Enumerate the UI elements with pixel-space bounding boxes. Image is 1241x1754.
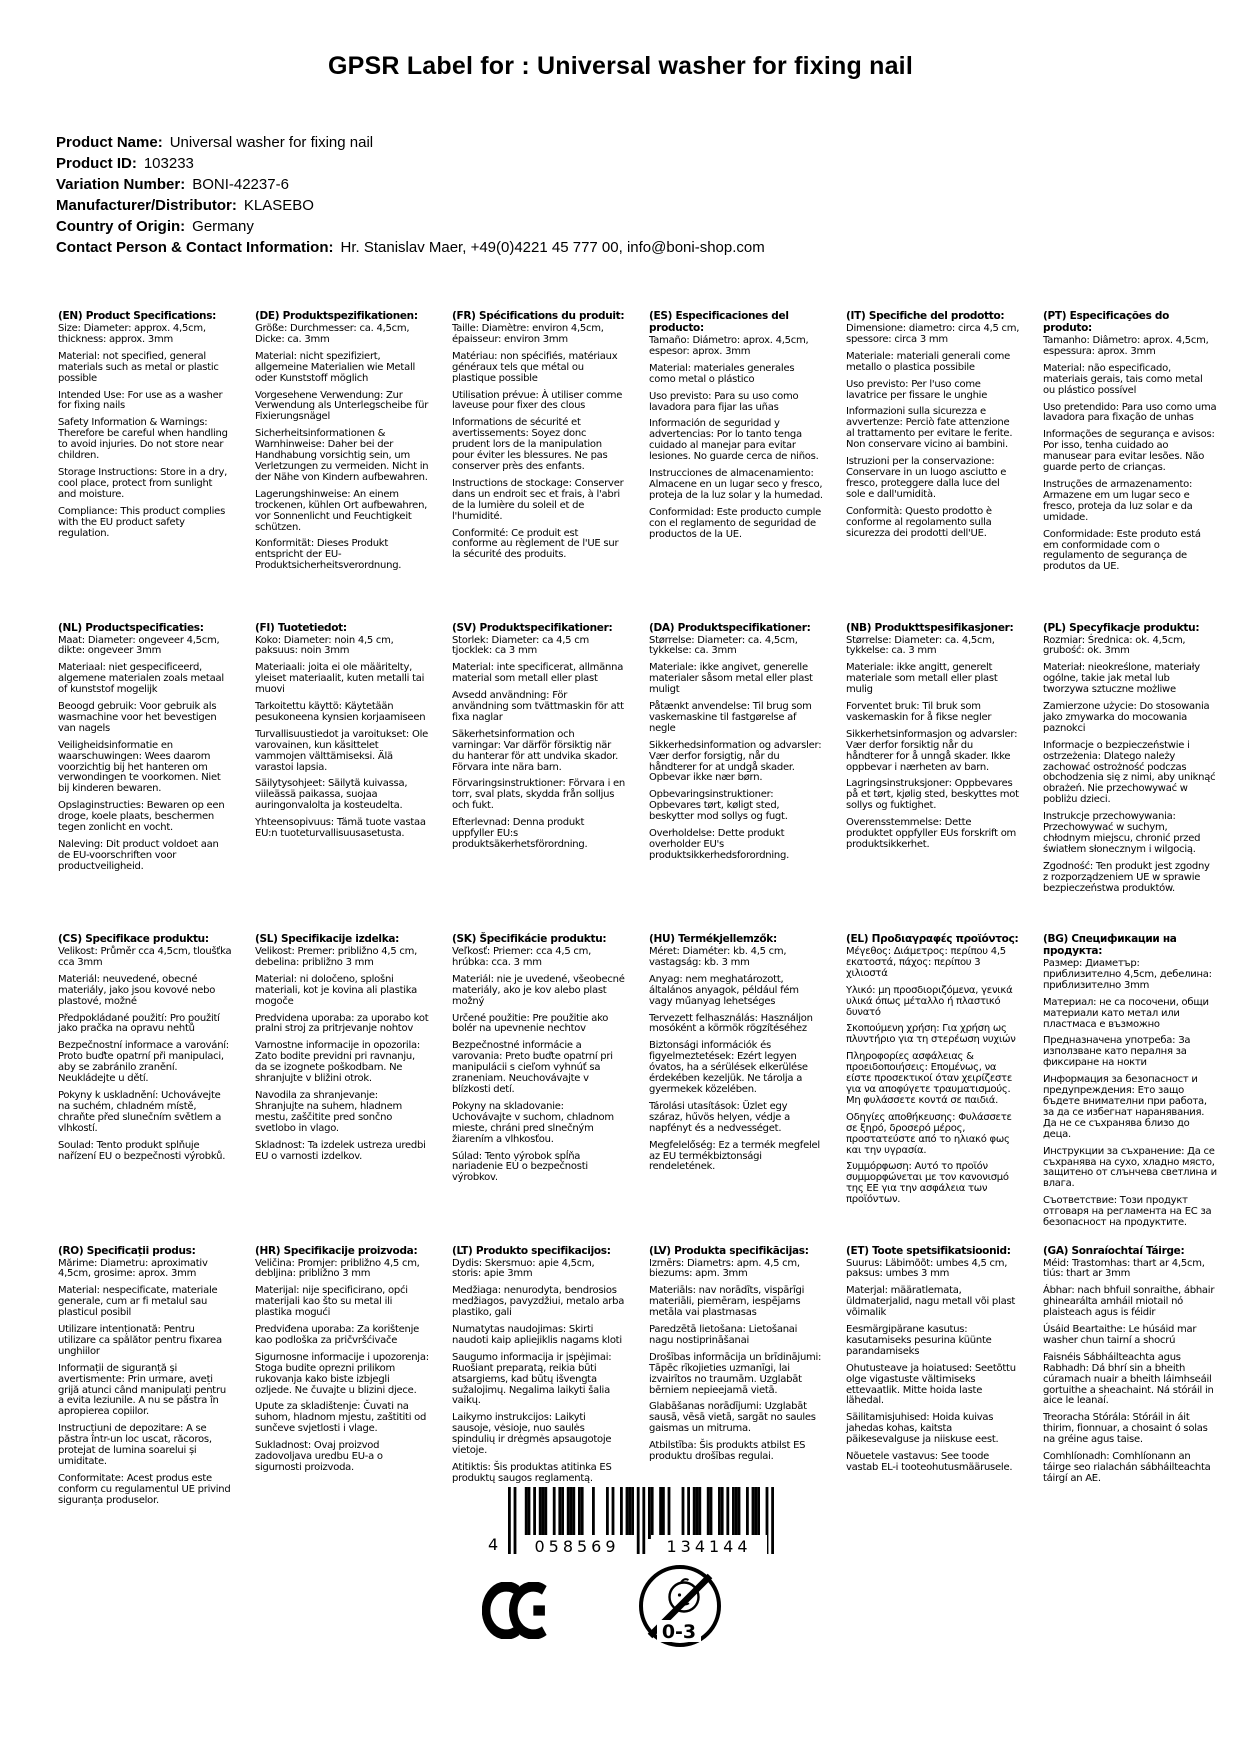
spec-paragraph: Tamaño: Diámetro: aprox. 4,5cm, espesor: aprox. 3mm	[649, 335, 809, 357]
spec-paragraph: Overholdelse: Dette produkt overholder EU's produktsikkerhedsforordning.	[649, 828, 790, 861]
spec-cell-sl	[255, 933, 429, 1245]
spec-paragraph: Съответствие: Този продукт отговаря на регламента на ЕС за безопасност на продуктите.	[1043, 1195, 1212, 1229]
spec-paragraph: Navodila za shranjevanje: Shranjujte na suhem, hladnem mestu, zaščitite pred sončno svetlobo in vlago.	[255, 1089, 403, 1134]
spec-heading-sl: (SL) Specifikacije izdelka:	[255, 933, 400, 945]
spec-paragraph: Conformidad: Este producto cumple con el reglamento de seguridad de productos de la UE.	[649, 506, 822, 540]
spec-paragraph: Информация за безопасност и предупреждения: Ето защо бъдете внимателни при работа, за да се избегнат наранявания. Да не се съхранява близо до деца.	[1043, 1074, 1207, 1140]
barcode-lead-digit: 4	[488, 1535, 499, 1554]
spec-paragraph: Material: nespecificate, materiale generale, cum ar fi metalul sau plasticul posibil	[58, 1285, 218, 1319]
spec-paragraph: Påtænkt anvendelse: Til brug som vaskemaskine til fastgørelse af negle	[649, 701, 812, 734]
spec-paragraph: Predvidena uporaba: za uporabo kot pralni stroj za pritrjevanje nohtov	[255, 1012, 429, 1035]
spec-paragraph: Bezpečnostní informace a varování: Proto buďte opatrní při manipulaci, aby se zabránilo zranění. Neukládejte u dětí.	[58, 1040, 229, 1085]
spec-cell-nb	[846, 622, 1020, 934]
spec-paragraph: Maat: Diameter: ongeveer 4,5cm, dikte: ongeveer 3mm	[58, 634, 220, 657]
barcode	[488, 1487, 774, 1573]
spec-paragraph: Bezpečnostné informácie a varovania: Preto buďte opatrní pri manipulácii s cieľom vyhnúť sa zraneniam. Neuchovávajte v blízkosti detí.	[452, 1040, 613, 1095]
info-field-product-id	[56, 153, 765, 174]
spec-paragraph: Material: ni določeno, splošni materiali, kot je kovina ali plastika mogoče	[255, 973, 418, 1007]
spec-paragraph: Informații de siguranță și avertismente: Prin urmare, aveți grijă atunci când manipulați pentru a evita leziunile. A nu se păstra în apropierea copiilor.	[58, 1362, 226, 1418]
spec-paragraph: Opbevaringsinstruktioner: Opbevares tørt, køligt sted, beskytter mod sollys og fugt.	[649, 789, 788, 823]
spec-cell-ro	[58, 1245, 232, 1557]
spec-paragraph: Conformidade: Este produto está em conformidade com o regulamento de segurança de produtos da UE.	[1043, 528, 1201, 573]
spec-paragraph: Materiál: nie je uvedené, všeobecné materiály, ako je kov alebo plast možný	[452, 973, 625, 1007]
spec-paragraph: Materijal: nije specificirano, opći materijali kao što su metal ili plastika mogući	[255, 1285, 408, 1319]
spec-heading-cs: (CS) Specifikace produktu:	[58, 933, 209, 945]
spec-paragraph: Informations de sécurité et avertissements: Soyez donc prudent lors de la manipulation pour éviter les blessures. Ne pas conserver près des enfants.	[452, 417, 608, 472]
info-value: Universal washer for fixing nail	[169, 134, 374, 151]
spec-heading-pt: (PT) Especificações do produto:	[1043, 310, 1170, 334]
spec-paragraph: Určené použitie: Pre použitie ako bolér na upevnenie nechtov	[452, 1012, 609, 1035]
spec-paragraph: Paredzētā lietošana: Lietošanai nagu nostiprināšanai	[649, 1324, 798, 1346]
spec-paragraph: Tamanho: Diâmetro: aprox. 4,5cm, espessura: aprox. 3mm	[1043, 335, 1209, 357]
spec-heading-sk: (SK) Špecifikácie produktu:	[452, 933, 607, 945]
spec-paragraph: Medžiaga: nenurodyta, bendrosios medžiagos, pavyzdžiui, metalo arba plastiko, gali	[452, 1285, 625, 1319]
spec-cell-da	[649, 622, 823, 934]
spec-heading-lv: (LV) Produkta specifikācijas:	[649, 1244, 809, 1257]
spec-cell-en	[58, 310, 232, 622]
spec-heading-nb: (NB) Produkttspesifikasjoner:	[846, 621, 1014, 634]
info-value: BONI-42237-6	[192, 176, 289, 193]
spec-paragraph: Größe: Durchmesser: ca. 4,5cm, Dicke: ca. 3mm	[255, 323, 410, 345]
spec-paragraph: Sikkerhedsinformation og advarsler: Vær derfor forsigtig, når du håndterer for at undgå skader. Opbevar ikke nær børn.	[649, 739, 822, 784]
spec-paragraph: Инструкции за съхранение: Да се съхранява на сухо, хладно място, защитено от слънчева светлина и влага.	[1043, 1145, 1217, 1190]
spec-heading-fi: (FI) Tuotetiedot:	[255, 621, 347, 634]
spec-cell-hu	[649, 933, 823, 1245]
spec-paragraph: Ohutusteave ja hoiatused: Seetõttu olge vigastuste vältimiseks ettevaatlik. Mitte hoida laste lähedal.	[846, 1362, 1016, 1407]
info-field-product-name	[56, 132, 765, 153]
spec-paragraph: Instructions de stockage: Conserver dans un endroit sec et frais, à l'abri de la lumière du soleil et de l'humidité.	[452, 477, 624, 522]
spec-paragraph: Størrelse: Diameter: ca. 4,5cm, tykkelse: ca. 3mm	[649, 634, 798, 657]
spec-paragraph: Eesmärgipärane kasutus: kasutamiseks pesurina küünte parandamiseks	[846, 1324, 992, 1357]
spec-paragraph: Sikkerhetsinformasjon og advarsler: Vær derfor forsiktig når du håndterer for å unngå skader. Ikke oppbevar i nærheten av barn.	[846, 728, 1018, 773]
spec-paragraph: Sicherheitsinformationen & Warnhinweise: Daher bei der Handhabung vorsichtig sein, um Verletzungen zu vermeiden. Nicht in der Nähe von Kindern aufbewahren.	[255, 428, 429, 483]
spec-paragraph: Materiale: ikke angitt, generelt materiale som metall eller plast mulig	[846, 662, 998, 696]
spec-heading-da: (DA) Produktspecifikationer:	[649, 621, 811, 634]
spec-heading-en: (EN) Product Specifications:	[58, 310, 217, 322]
spec-paragraph: Material: não especificado, materiais gerais, tais como metal ou plástico possível	[1043, 362, 1203, 396]
spec-paragraph: Materiál: neuvedené, obecné materiály, jako jsou kovové nebo plastové, možné	[58, 973, 216, 1007]
spec-paragraph: Material: not specified, general materials such as metal or plastic possible	[58, 350, 219, 384]
info-label: Product Name:	[56, 134, 163, 151]
spec-paragraph: Overensstemmelse: Dette produktet oppfyller EUs forskrift om produktsikkerhet.	[846, 817, 1017, 850]
spec-paragraph: Veľkosť: Priemer: cca 4,5 cm, hrúbka: cca. 3 mm	[452, 946, 592, 968]
info-field-contact-person	[56, 237, 765, 258]
spec-paragraph: Rozmiar: Średnica: ok. 4,5cm, grubość: ok. 3mm	[1043, 634, 1186, 657]
spec-paragraph: Beoogd gebruik: Voor gebruik als wasmachine voor het bevestigen van nagels	[58, 701, 217, 734]
spec-paragraph: Suurus: Läbimõõt: umbes 4,5 cm, paksus: umbes 3 mm	[846, 1257, 1008, 1280]
spec-paragraph: Saugumo informacija ir įspėjimai: Ruošiant preparatą, reikia būti atsargiems, kad būtų išvengta sužalojimų. Negalima laikyti šalia vaikų.	[452, 1351, 612, 1407]
spec-paragraph: Atitiktis: Šis produktas atitinka ES produktų saugos reglamentą.	[452, 1462, 612, 1484]
spec-paragraph: Megfelelőség: Ez a termék megfelel az EU termékbiztonsági rendeletének.	[649, 1139, 820, 1173]
spec-paragraph: Zamierzone użycie: Do stosowania jako zmywarka do mocowania paznokci	[1043, 701, 1210, 734]
spec-paragraph: Instrukcje przechowywania: Przechowywać w suchym, chłodnym miejscu, chronić przed światłem słonecznym i wilgocią.	[1043, 811, 1201, 855]
spec-paragraph: Numatytas naudojimas: Skirti naudoti kaip apliejiklis nagams kloti	[452, 1324, 622, 1346]
spec-paragraph: Méid: Trastomhas: thart ar 4,5cm, tiús: thart ar 3mm	[1043, 1257, 1205, 1280]
spec-paragraph: Izmērs: Diametrs: apm. 4,5 cm, biezums: apm. 3mm	[649, 1257, 800, 1280]
spec-paragraph: Avsedd användning: För användning som tvättmaskin för att fixa naglar	[452, 690, 624, 723]
spec-paragraph: Οδηγίες αποθήκευσης: Φυλάσσετε σε ξηρό, δροσερό μέρος, προστατεύστε από το ηλιακό φως και την υγρασία.	[846, 1111, 1012, 1156]
spec-paragraph: Intended Use: For use as a washer for fixing nails	[58, 389, 223, 412]
spec-paragraph: Anyag: nem meghatározott, általános anyagok, például fém vagy műanyag lehetséges	[649, 973, 799, 1007]
ce-mark	[482, 1582, 558, 1643]
spec-paragraph: Yhteensopivuus: Tämä tuote vastaa EU:n tuoteturvallisuusasetusta.	[255, 817, 426, 840]
spec-paragraph: Materiāls: nav norādīts, vispārīgi materiāli, piemēram, iespējams metāla vai plastmasas	[649, 1285, 805, 1319]
spec-paragraph: Størrelse: Diameter: ca. 4,5cm, tykkelse: ca. 3 mm	[846, 634, 995, 657]
spec-paragraph: Uso previsto: Para su uso como lavadora para fijar las uñas	[649, 390, 799, 413]
spec-cell-sv	[452, 622, 626, 934]
page-title: GPSR Label for : Universal washer for fixing nail	[328, 52, 913, 80]
spec-paragraph: Informacje o bezpieczeństwie i ostrzeżenia: Dlatego należy zachować ostrożność podczas obchodzenia się z nimi, aby uniknąć obrażeń. Nie przechowywać w pobliżu dzieci.	[1043, 739, 1216, 806]
barcode-left-digits: 058569	[519, 1535, 635, 1556]
info-field-variation-number	[56, 174, 765, 195]
spec-paragraph: Μέγεθος: Διάμετρος: περίπου 4,5 εκατοστά, πάχος: περίπου 3 χιλιοστά	[846, 946, 1006, 979]
spec-paragraph: Compliance: This product complies with the EU product safety regulation.	[58, 505, 226, 539]
spec-paragraph: Πληροφορίες ασφάλειας & προειδοποιήσεις: Επομένως, να είστε προσεκτικοί όταν χειρίζεστε για να αποφύγετε τραυματισμούς. Μη φυλάσσετε κοντά σε παιδιά.	[846, 1051, 1012, 1106]
spec-cell-fr	[452, 310, 626, 622]
info-field-manufacturer-distributor	[56, 195, 765, 216]
spec-paragraph: Instruções de armazenamento: Armazene em um lugar seco e fresco, proteja da luz solar e da umidade.	[1043, 478, 1193, 523]
spec-paragraph: Utilizare intenționată: Pentru utilizare ca spălător pentru fixarea unghiilor	[58, 1324, 222, 1357]
spec-heading-it: (IT) Specifiche del prodotto:	[846, 310, 1005, 322]
product-info	[56, 132, 765, 258]
info-label: Manufacturer/Distributor:	[56, 197, 237, 214]
spec-paragraph: Faisnéis Sábháilteachta agus Rabhadh: Dá bhrí sin a bheith cúramach nuair a bheith láimhseáil gortuithe a sheachaint. Ná stóráil in aice le leanaí.	[1043, 1351, 1214, 1407]
spec-paragraph: Laikymo instrukcijos: Laikyti sausoje, vėsioje, nuo saulės spindulių ir drėgmės apsaugotoje vietoje.	[452, 1412, 612, 1457]
spec-paragraph: Drošības informācija un brīdinājumi: Tāpēc rīkojieties uzmanīgi, lai izvairītos no traumām. Uzglabāt bērniem nepieejamā vietā.	[649, 1351, 822, 1396]
spec-heading-nl: (NL) Productspecificaties:	[58, 621, 204, 634]
spec-paragraph: Uso previsto: Per l'uso come lavatrice per fissare le unghie	[846, 378, 988, 401]
spec-paragraph: Méret: Diaméter: kb. 4,5 cm, vastagság: kb. 3 mm	[649, 946, 787, 968]
spec-paragraph: Zgodność: Ten produkt jest zgodny z rozporządzeniem UE w sprawie bezpieczeństwa produktów.	[1043, 860, 1210, 894]
info-label: Variation Number:	[56, 176, 186, 193]
spec-paragraph: Материал: не са посочени, общи материали като метал или пластмаса е възможно	[1043, 996, 1209, 1030]
spec-cell-de	[255, 310, 429, 622]
spec-paragraph: Předpokládané použití: Pro použití jako pračka na opravu nehtů	[58, 1012, 220, 1035]
spec-paragraph: Pokyny k uskladnění: Uchovávejte na suchém, chladném místě, chraňte před slunečním světlem a vlhkostí.	[58, 1089, 222, 1134]
spec-paragraph: Tervezett felhasználás: Használjon mosóként a körmök rögzítéséhez	[649, 1012, 813, 1035]
spec-paragraph: Predviđena uporaba: Za korištenje kao podloška za pričvršćivače	[255, 1324, 420, 1346]
spec-paragraph: Koko: Diameter: noin 4,5 cm, paksuus: noin 3mm	[255, 634, 394, 657]
info-value: Hr. Stanislav Maer, +49(0)4221 45 777 00, info@boni-shop.com	[340, 239, 765, 256]
spec-paragraph: Matériau: non spécifiés, matériaux généraux tels que métal ou plastique possible	[452, 350, 618, 384]
spec-heading-ga: (GA) Sonraíochtaí Táirge:	[1043, 1244, 1185, 1257]
spec-cell-pl	[1043, 622, 1217, 934]
spec-heading-et: (ET) Toote spetsifikatsioonid:	[846, 1244, 1011, 1257]
spec-paragraph: Storage Instructions: Store in a dry, cool place, protect from sunlight and moisture.	[58, 466, 228, 500]
spec-paragraph: Istruzioni per la conservazione: Conservare in un luogo asciutto e fresco, proteggere dalla luce del sole e dall'umidità.	[846, 456, 1007, 500]
spec-cell-el	[846, 933, 1020, 1245]
spec-heading-sv: (SV) Produktspecifikationer:	[452, 621, 613, 634]
spec-paragraph: Materiale: ikke angivet, generelle materialer såsom metal eller plast muligt	[649, 662, 813, 696]
spec-cell-nl	[58, 622, 232, 934]
spec-cell-ga	[1043, 1245, 1217, 1557]
spec-paragraph: Súlad: Tento výrobok spĺňa nariadenie EÚ o bezpečnosti výrobkov.	[452, 1150, 588, 1184]
spec-paragraph: Mărime: Diametru: aproximativ 4,5cm, grosime: aprox. 3mm	[58, 1257, 208, 1280]
spec-paragraph: Conformitate: Acest produs este conform cu regulamentul UE privind siguranța produselor.	[58, 1472, 231, 1506]
spec-paragraph: Nõuetele vastavus: See toode vastab EL-i tooteohutusmäärusele.	[846, 1451, 1013, 1473]
spec-paragraph: Úsáid Beartaithe: Le húsáid mar washer chun tairní a shocrú	[1043, 1324, 1197, 1346]
spec-paragraph: Treoracha Stórála: Stóráil in áit thirim, fionnuar, a chosaint ó solas na gréine agus taise.	[1043, 1412, 1208, 1446]
spec-paragraph: Turvallisuustiedot ja varoitukset: Ole varovainen, kun käsittelet vammojen välttämiseksi. Älä varastoi lapsia.	[255, 728, 429, 773]
spec-paragraph: Safety Information & Warnings: Therefore be careful when handling to avoid injuries. Do not store near children.	[58, 417, 228, 462]
spec-paragraph: Materiale: materiali generali come metallo o plastica possibile	[846, 350, 1010, 373]
spec-paragraph: Materiaal: niet gespecificeerd, algemene materialen zoals metaal of kunststof mogelijk	[58, 662, 224, 696]
age-range-label: 0-3	[661, 1621, 697, 1643]
spec-paragraph: Lagringsinstruksjoner: Oppbevares på et tørt, kjølig sted, beskyttes mot sollys og fuktighet.	[846, 778, 1019, 812]
spec-paragraph: Dimensione: diametro: circa 4,5 cm, spessore: circa 3 mm	[846, 323, 1020, 345]
spec-paragraph: Materiał: nieokreślone, materiały ogólne, takie jak metal lub tworzywa sztuczne możliwe	[1043, 662, 1200, 696]
spec-heading-bg: (BG) Спецификации на продукта:	[1043, 933, 1177, 957]
spec-paragraph: Varnostne informacije in opozorila: Zato bodite previdni pri ravnanju, da se izognete poškodbam. Ne shranjujte v bližini otrok.	[255, 1040, 420, 1085]
spec-paragraph: Velikost: Premer: približno 4,5 cm, debelina: približno 3 mm	[255, 946, 418, 968]
spec-cell-es	[649, 310, 823, 622]
spec-paragraph: Vorgesehene Verwendung: Zur Verwendung als Unterlegscheibe für Fixierungsnägel	[255, 389, 429, 423]
spec-heading-hr: (HR) Specifikacije proizvoda:	[255, 1244, 418, 1257]
info-label: Country of Origin:	[56, 218, 186, 235]
spec-paragraph: Storlek: Diameter: ca 4,5 cm tjocklek: ca 3 mm	[452, 634, 589, 657]
spec-heading-fr: (FR) Spécifications du produit:	[452, 310, 625, 322]
spec-cell-sk	[452, 933, 626, 1245]
spec-paragraph: Konformität: Dieses Produkt entspricht der EU-Produktsicherheitsverordnung.	[255, 538, 402, 572]
spec-cell-pt	[1043, 310, 1217, 622]
spec-grid	[58, 310, 1217, 1556]
info-value: 103233	[143, 155, 194, 172]
spec-paragraph: Upute za skladištenje: Čuvati na suhom, hladnom mjestu, zaštititi od sunčeve svjetlosti i vlage.	[255, 1401, 427, 1435]
spec-paragraph: Säilitamisjuhised: Hoida kuivas jahedas kohas, kaitsta päikesevalguse ja niiskuse eest.	[846, 1412, 999, 1446]
spec-paragraph: Instrucțiuni de depozitare: A se păstra într-un loc uscat, răcoros, protejat de lumina soarelui și umiditate.	[58, 1423, 212, 1467]
info-field-country-of-origin	[56, 216, 765, 237]
spec-paragraph: Glabāšanas norādījumi: Uzglabāt sausā, vēsā vietā, sargāt no saules gaismas un mitruma.	[649, 1401, 816, 1435]
spec-paragraph: Materjal: määratlemata, üldmaterjalid, nagu metall või plast võimalik	[846, 1285, 1016, 1319]
spec-paragraph: Размер: Диаметър: приблизително 4,5cm, дебелина: приблизително 3mm	[1043, 958, 1212, 991]
spec-paragraph: Veličina: Promjer: približno 4,5 cm, debljina: približno 3 mm	[255, 1257, 420, 1280]
spec-paragraph: Lagerungshinweise: An einem trockenen, kühlen Ort aufbewahren, vor Sonnenlicht und Feuchtigkeit schützen.	[255, 488, 428, 533]
info-label: Product ID:	[56, 155, 137, 172]
spec-paragraph: Tarkoitettu käyttö: Käytetään pesukoneena kynsien korjaamiseen	[255, 701, 426, 723]
spec-cell-cs	[58, 933, 232, 1245]
spec-paragraph: Información de seguridad y advertencias: Por lo tanto tenga cuidado al manejar para evitar lesiones. No guarde cerca de niños.	[649, 418, 819, 463]
spec-paragraph: Förvaringsinstruktioner: Förvara i en torr, sval plats, skydda från solljus och fukt.	[452, 778, 626, 812]
spec-paragraph: Σκοπούμενη χρήση: Για χρήση ως πλυντήριο για τη στερέωση νυχιών	[846, 1023, 1016, 1046]
spec-paragraph: Opslaginstructies: Bewaren op een droge, koele plaats, beschermen tegen zonlicht en vocht.	[58, 800, 225, 834]
spec-paragraph: Ábhar: nach bhfuil sonraithe, ábhair ghinearálta amháil miotail nó plaisteach agus is féidir	[1043, 1285, 1215, 1319]
spec-paragraph: Υλικό: μη προσδιοριζόμενα, γενικά υλικά όπως μέταλλο ή πλαστικό δυνατό	[846, 984, 1013, 1018]
spec-paragraph: Taille: Diamètre: environ 4,5cm, épaisseur: environ 3mm	[452, 323, 604, 345]
spec-cell-fi	[255, 622, 429, 934]
spec-paragraph: Velikost: Průměr cca 4,5cm, tloušťka cca 3mm	[58, 946, 232, 968]
spec-heading-de: (DE) Produktspezifikationen:	[255, 310, 418, 322]
spec-paragraph: Skladnost: Ta izdelek ustreza uredbi EU o varnosti izdelkov.	[255, 1139, 426, 1162]
spec-paragraph: Pokyny na skladovanie: Uchovávajte v suchom, chladnom mieste, chráni pred slnečným žiarením a vlhkosťou.	[452, 1100, 614, 1145]
spec-cell-bg	[1043, 933, 1217, 1245]
spec-paragraph: Size: Diameter: approx. 4,5cm, thickness: approx. 3mm	[58, 323, 206, 345]
spec-paragraph: Uso pretendido: Para uso como uma lavadora para fixação de unhas	[1043, 401, 1217, 424]
spec-paragraph: Säilytysohjeet: Säilytä kuivassa, viileässä paikassa, suojaa auringonvalolta ja kosteudelta.	[255, 778, 408, 812]
spec-paragraph: Informações de segurança e avisos: Por isso, tenha cuidado ao manusear para evitar lesões. Não guarde perto de crianças.	[1043, 429, 1215, 474]
spec-paragraph: Dydis: Skersmuo: apie 4,5cm, storis: apie 3mm	[452, 1257, 595, 1280]
spec-paragraph: Utilisation prévue: À utiliser comme laveuse pour fixer des clous	[452, 389, 623, 412]
spec-heading-el: (EL) Προδιαγραφές προϊόντος:	[846, 933, 1019, 945]
spec-paragraph: Säkerhetsinformation och varningar: Var därför försiktig när du hanterar för att undvika skador. Förvara inte nära barn.	[452, 728, 619, 773]
spec-paragraph: Conformità: Questo prodotto è conforme al regolamento sulla sicurezza dei prodotti dell'UE.	[846, 505, 992, 539]
barcode-right-digits: 134144	[651, 1535, 767, 1556]
spec-paragraph: Material: inte specificerat, allmänna material som metall eller plast	[452, 662, 624, 685]
spec-paragraph: Informazioni sulla sicurezza e avvertenze: Perciò fate attenzione al trattamento per evitare le ferite. Non conservare vicino ai bambini.	[846, 406, 1013, 451]
spec-heading-hu: (HU) Termékjellemzők:	[649, 933, 777, 945]
spec-heading-ro: (RO) Specificații produs:	[58, 1244, 196, 1257]
spec-paragraph: Soulad: Tento produkt splňuje nařízení EU o bezpečnosti výrobků.	[58, 1139, 226, 1162]
spec-paragraph: Conformité: Ce produit est conforme au règlement de l'UE sur la sécurité des produits.	[452, 527, 619, 561]
spec-paragraph: Atbilstība: Šis produkts atbilst ES produktu drošības regulai.	[649, 1440, 806, 1463]
spec-paragraph: Sigurnosne informacije i upozorenja: Stoga budite oprezni prilikom rukovanja kako biste izbjegli ozljede. Ne čuvajte u blizini djece.	[255, 1351, 429, 1396]
spec-paragraph: Instrucciones de almacenamiento: Almacene en un lugar seco y fresco, proteja de la luz solar y la humedad.	[649, 468, 823, 501]
spec-paragraph: Biztonsági információk és figyelmeztetések: Ezért legyen óvatos, ha a sérülések elkerülése érdekében kezeljük. Ne tárolja a gyermekek közelében.	[649, 1040, 808, 1095]
spec-paragraph: Предназначена употреба: За използване като пералня за фиксиране на нокти	[1043, 1035, 1191, 1069]
info-value: KLASEBO	[243, 197, 314, 214]
spec-heading-pl: (PL) Specyfikacje produktu:	[1043, 621, 1200, 634]
info-label: Contact Person & Contact Information:	[56, 239, 334, 256]
spec-paragraph: Efterlevnad: Denna produkt uppfyller EU:s produktsäkerhetsförordning.	[452, 817, 588, 850]
spec-paragraph: Materiaali: joita ei ole määritelty, yleiset materiaalit, kuten metalli tai muovi	[255, 662, 425, 696]
spec-paragraph: Comhlíonadh: Comhlíonann an táirge seo rialachán sábháilteachta táirgí an AE.	[1043, 1451, 1211, 1484]
spec-cell-et	[846, 1245, 1020, 1557]
spec-paragraph: Material: nicht spezifiziert, allgemeine Materialien wie Metall oder Kunststoff möglich	[255, 350, 416, 384]
spec-paragraph: Sukladnost: Ovaj proizvod zadovoljava uredbu EU-a o sigurnosti proizvoda.	[255, 1440, 383, 1473]
spec-paragraph: Veiligheidsinformatie en waarschuwingen: Wees daarom voorzichtig bij het hanteren om verwondingen te voorkomen. Niet bij kinderen bewaren.	[58, 739, 221, 795]
spec-cell-hr	[255, 1245, 429, 1557]
info-value: Germany	[192, 218, 254, 235]
spec-paragraph: Material: materiales generales como metal o plástico	[649, 362, 795, 385]
spec-heading-es: (ES) Especificaciones del producto:	[649, 310, 789, 334]
spec-paragraph: Συμμόρφωση: Αυτό το προϊόν συμμορφώνεται με τον κανονισμό της ΕΕ για την ασφάλεια των προϊόντων.	[846, 1161, 1009, 1206]
spec-paragraph: Naleving: Dit product voldoet aan de EU-voorschriften voor productveiligheid.	[58, 839, 219, 872]
spec-heading-lt: (LT) Produkto specifikacijos:	[452, 1244, 611, 1257]
spec-cell-it	[846, 310, 1020, 622]
spec-paragraph: Tárolási utasítások: Üzlet egy száraz, hűvös helyen, védje a napfényt és a nedvességet.	[649, 1100, 790, 1134]
spec-paragraph: Forventet bruk: Til bruk som vaskemaskin for å fikse negler	[846, 701, 992, 723]
age-warning-icon	[636, 1562, 724, 1654]
